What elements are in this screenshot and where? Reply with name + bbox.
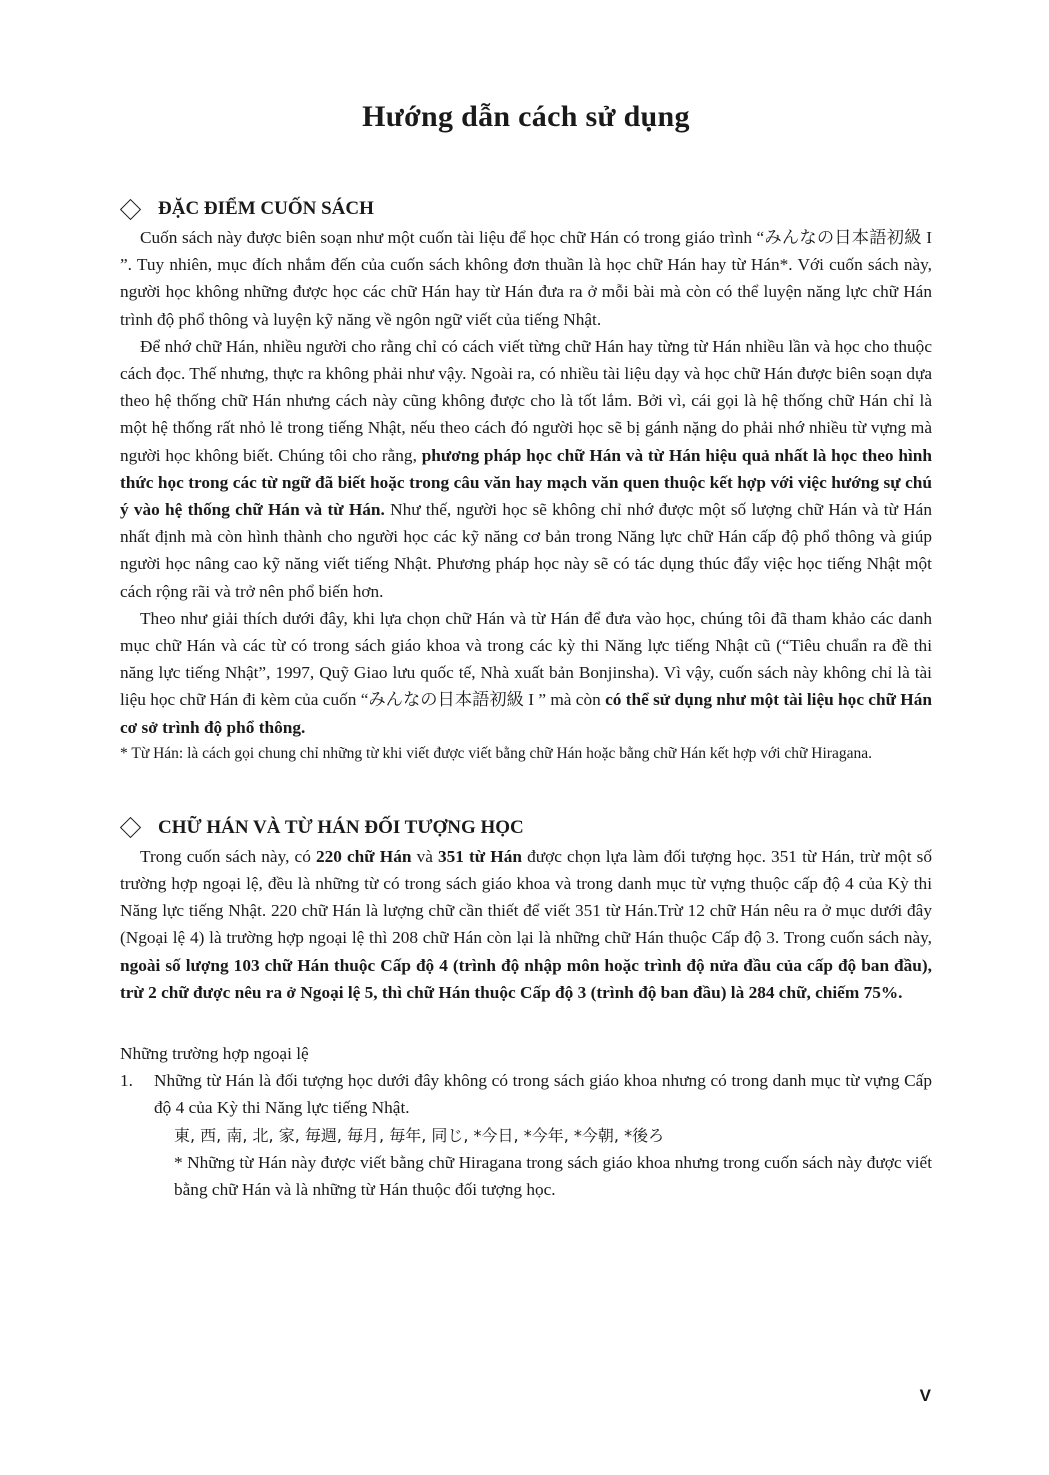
bold-text-run: 351 từ Hán [438, 846, 522, 866]
paragraph [120, 333, 932, 605]
section-heading-text: CHỮ HÁN VÀ TỪ HÁN ĐỐI TƯỢNG HỌC [158, 816, 524, 838]
list-item [120, 1067, 932, 1121]
page-title: Hướng dẫn cách sử dụng [362, 100, 690, 133]
list-text: Những từ Hán là đối tượng học dưới đây không có trong sách giáo khoa nhưng có trong danh mục từ vựng Cấp độ 4 của Kỳ thi Năng lực tiếng Nhật. [154, 1071, 932, 1118]
page-number: V [919, 1386, 931, 1405]
paragraph: Cuốn sách này được biên soạn như một cuốn tài liệu để học chữ Hán có trong giáo trình “みんなの日本語初級 I ”. Tuy nhiên, mục đích nhắm đến của cuốn sách không đơn thuần là học chữ Hán hay từ Hán*. Với cuốn sách này, người học không những được học các chữ Hán hay từ Hán đưa ra ở mỗi bài mà còn có thể luyện năng lực chữ Hán trình độ phổ thông và luyện kỹ năng về ngôn ngữ viết của tiếng Nhật. [120, 228, 932, 329]
page-content [120, 100, 932, 1203]
bold-text-run: ngoài số lượng 103 chữ Hán thuộc Cấp độ 4 (trình độ nhập môn hoặc trình độ nửa đầu của cấp độ ban đầu), trừ 2 chữ được nêu ra ở Ngoại lệ 5, thì chữ Hán thuộc Cấp độ 3 (trình độ ban đầu) là 284 chữ, chiếm 75%. [120, 955, 932, 1002]
section-target-kanji [120, 817, 932, 1203]
section-heading-text: ĐẶC ĐIỂM CUỐN SÁCH [158, 198, 374, 219]
paragraph [120, 843, 932, 1006]
kanji-list: 東, 西, 南, 北, 家, 毎週, 毎月, 毎年, 同じ, *今日, *今年, *今朝, *後ろ [174, 1125, 665, 1145]
list-number: 1. [120, 1071, 133, 1091]
exceptions-title: Những trường hợp ngoại lệ [120, 1044, 309, 1064]
diamond-bullet-icon [120, 198, 141, 219]
text-run: Để nhớ chữ Hán, nhiều người cho rằng chỉ có cách viết từng chữ Hán hay từng từ Hán nhiều lần và học cho thuộc cách đọc. Thế nhưng, thực ra không phải như vậy. Ngoài ra, có nhiều tài liệu dạy và học chữ Hán được biên soạn dựa theo hệ thống chữ Hán nhưng cách này cũng không được cho là tốt lắm. Bởi vì, cái gọi là hệ thống chữ Hán chỉ là một hệ thống rất nhỏ lẻ trong tiếng Nhật, nếu theo cách đó người học sẽ bị gánh nặng do phải nhớ nhiều từ vựng mà người học không biết. Chúng tôi cho rằng, [120, 336, 932, 465]
section-book-features [120, 198, 932, 767]
list-note: * Những từ Hán này được viết bằng chữ Hiragana trong sách giáo khoa nhưng trong cuốn sách này được viết bằng chữ Hán và là những từ Hán thuộc đối tượng học. [174, 1152, 932, 1200]
text-run: Như thế, người học sẽ không chỉ nhớ được một số lượng chữ Hán và từ Hán nhất định mà còn hình thành cho người học các kỹ năng cơ bản trong Năng lực chữ Hán cấp độ phổ thông và giúp người học nâng cao kỹ năng viết tiếng Nhật. Phương pháp học này sẽ có tác dụng thúc đẩy việc học tiếng Nhật một cách rộng rãi và trở nên phổ biến hơn. [120, 500, 932, 601]
bold-text-run: phương pháp học chữ Hán và từ Hán hiệu quả nhất là học theo hình thức học trong các từ ngữ đã biết hoặc trong câu văn hay mạch văn quen thuộc kết hợp với việc hướng sự chú ý vào hệ thống chữ Hán và từ Hán. [120, 445, 932, 520]
footnote: * Từ Hán: là cách gọi chung chỉ những từ khi viết được viết bằng chữ Hán hoặc bằng chữ Hán kết hợp với chữ Hiragana. [120, 744, 872, 762]
text-run: Trong cuốn sách này, có [140, 846, 316, 866]
text-run: được chọn lựa làm đối tượng học. 351 từ Hán, trừ một số trường hợp ngoại lệ, đều là những từ có trong sách giáo khoa và trong danh mục từ vựng thuộc cấp độ 4 của Kỳ thi Năng lực tiếng Nhật. 220 chữ Hán là lượng chữ cần thiết để viết 351 từ Hán.Trừ 12 chữ Hán nêu ra ở mục dưới đây (Ngoại lệ 4) là trường hợp ngoại lệ thì 208 chữ Hán còn lại là những chữ Hán thuộc Cấp độ 3. Trong cuốn sách này, [120, 846, 932, 948]
bold-text-run: có thể sử dụng như một tài liệu học chữ Hán cơ sở trình độ phổ thông. [120, 690, 932, 737]
diamond-bullet-icon [120, 817, 141, 838]
paragraph [120, 605, 932, 741]
text-run: Theo như giải thích dưới đây, khi lựa chọn chữ Hán và từ Hán để đưa vào học, chúng tôi đã tham khảo các danh mục chữ Hán và các từ có trong sách giáo khoa và trong các kỳ thi Năng lực tiếng Nhật cũ (“Tiêu chuẩn ra đề thi năng lực tiếng Nhật”, 1997, Quỹ Giao lưu quốc tế, Nhà xuất bản Bonjinsha). Vì vậy, cuốn sách này không chỉ là tài liệu học chữ Hán đi kèm của cuốn “みんなの日本語初級 I ” mà còn [120, 608, 932, 710]
section-heading [120, 198, 932, 220]
text-run: và [411, 846, 439, 866]
bold-text-run: 220 chữ Hán [315, 846, 412, 866]
section-heading [120, 817, 932, 839]
